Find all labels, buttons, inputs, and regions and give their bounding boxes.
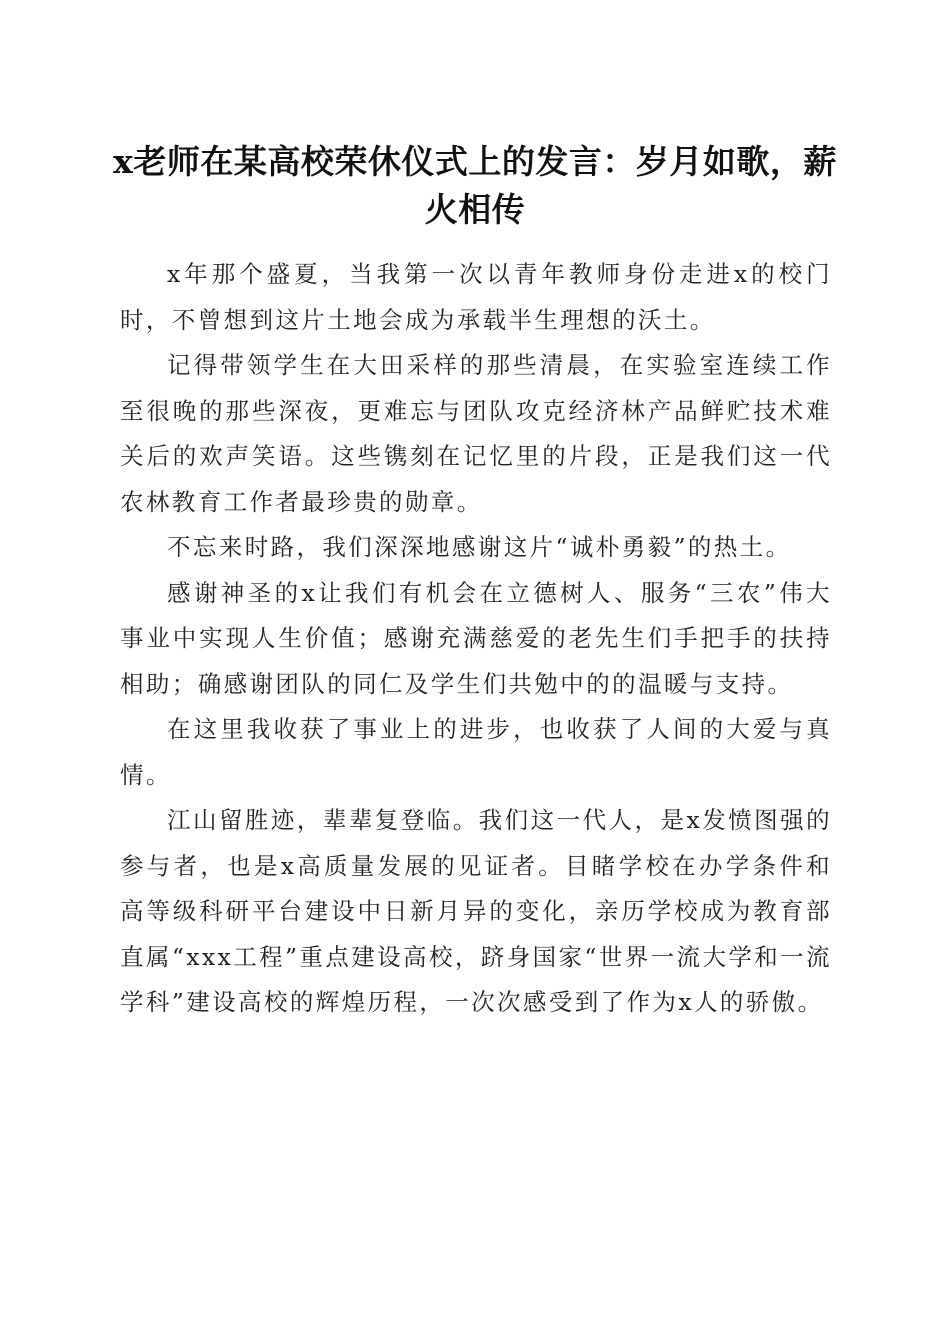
paragraph: 记得带领学生在大田采样的那些清晨，在实验室连续工作至很晚的那些深夜，更难忘与团队攻克经济林产品鲜贮技术难关后的欢声笑语。这些镌刻在记忆里的片段，正是我们这一代农林教育工作者最珍贵的勋章。 xyxy=(120,351,832,516)
document-title: x老师在某高校荣休仪式上的发言：岁月如歌，薪火相传 xyxy=(113,142,837,229)
paragraph: 在这里我收获了事业上的进步，也收获了人间的大爱与真情。 xyxy=(120,715,832,789)
paragraph: 江山留胜迹，辈辈复登临。我们这一代人，是x发愤图强的参与者，也是x高质量发展的见证者。目睹学校在办学条件和高等级科研平台建设中日新月异的变化，亲历学校成为教育部直属“xxx工程”重点建设高校，跻身国家“世界一流大学和一流学科”建设高校的辉煌历程，一次次感受到了作为x人的骄傲。 xyxy=(120,806,832,1016)
document-body xyxy=(120,252,832,1026)
paragraph: 感谢神圣的x让我们有机会在立德树人、服务“三农”伟大事业中实现人生价值；感谢充满慈爱的老先生们手把手的扶持相助；确感谢团队的同仁及学生们共勉中的的温暖与支持。 xyxy=(120,578,832,698)
paragraph: 不忘来时路，我们深深地感谢这片“诚朴勇毅”的热土。 xyxy=(167,533,792,561)
paragraph: x年那个盛夏，当我第一次以青年教师身份走进x的校门时，不曾想到这片土地会成为承载半生理想的沃土。 xyxy=(120,260,832,334)
